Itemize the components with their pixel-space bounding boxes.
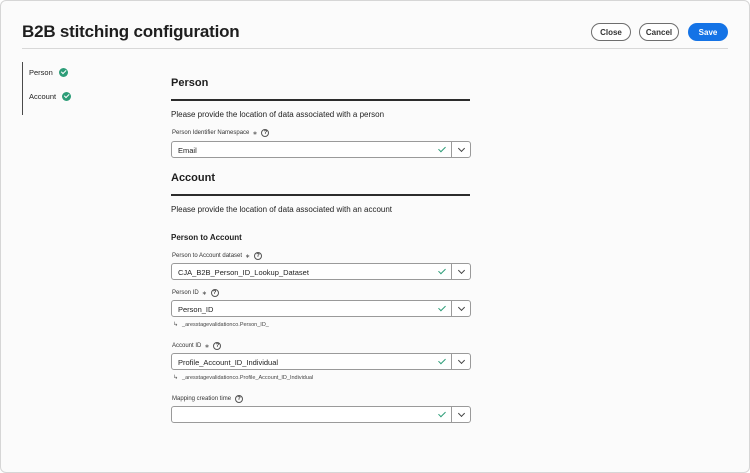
check-circle-icon (62, 92, 71, 101)
main-panel (171, 0, 471, 473)
chevron-down-icon[interactable] (458, 267, 465, 274)
chevron-down-icon[interactable] (458, 304, 465, 311)
label-text: Mapping creation time (172, 396, 232, 402)
hint-text: _aresstagevalidationco.Person_ID_ (182, 321, 269, 328)
required-icon: ∗ (252, 130, 258, 137)
save-button[interactable]: Save (688, 23, 728, 41)
close-button[interactable]: Close (591, 23, 631, 41)
account-id-label (172, 342, 221, 350)
required-icon: ∗ (204, 343, 210, 350)
account-description: Please provide the location of data associated with an account (171, 205, 393, 214)
required-icon: ∗ (245, 253, 251, 260)
person-description: Please provide the location of data associated with a person (171, 110, 385, 119)
nav-item-label: Person (29, 67, 53, 77)
step-nav (22, 62, 122, 115)
hint-text: _aresstagevalidationco.Profile_Account_ID_Individual (182, 374, 314, 381)
label-text: Account ID (172, 343, 202, 349)
account-section-title: Account (171, 172, 215, 184)
checkmark-icon (437, 304, 446, 313)
checkmark-icon (437, 410, 446, 419)
nav-item-label: Account (29, 91, 57, 101)
dataset-label (172, 252, 262, 260)
help-icon[interactable]: ? (235, 395, 243, 403)
nav-item-person[interactable] (29, 65, 68, 79)
help-icon[interactable]: ? (213, 342, 221, 350)
dataset-select[interactable] (171, 263, 471, 280)
select-divider (451, 301, 452, 316)
select-value: Profile_Account_ID_Individual (178, 358, 279, 367)
help-icon[interactable]: ? (211, 289, 219, 297)
select-divider (451, 354, 452, 369)
mapping-time-select[interactable] (171, 406, 471, 423)
person-id-path-hint (173, 321, 269, 328)
return-arrow-icon: ↳ (173, 322, 179, 328)
account-id-path-hint (173, 374, 313, 381)
page-title: B2B stitching configuration (22, 22, 240, 41)
person-section-title: Person (171, 77, 209, 89)
label-text: Person to Account dataset (172, 253, 243, 259)
person-identifier-select[interactable] (171, 141, 471, 158)
return-arrow-icon: ↳ (173, 375, 179, 381)
select-divider (451, 142, 452, 157)
chevron-down-icon[interactable] (458, 357, 465, 364)
checkmark-icon (437, 267, 446, 276)
section-divider (171, 194, 470, 196)
label-text: Person ID (172, 290, 199, 296)
help-icon[interactable]: ? (254, 252, 262, 260)
checkmark-icon (437, 145, 446, 154)
select-value: CJA_B2B_Person_ID_Lookup_Dataset (178, 268, 309, 277)
person-id-select[interactable] (171, 300, 471, 317)
cancel-button[interactable]: Cancel (639, 23, 679, 41)
required-icon: ∗ (201, 290, 207, 297)
check-circle-icon (59, 68, 68, 77)
select-value: Person_ID (178, 305, 214, 314)
checkmark-icon (437, 357, 446, 366)
person-to-account-heading: Person to Account (171, 233, 242, 242)
select-divider (451, 407, 452, 422)
help-icon[interactable]: ? (261, 129, 269, 137)
person-id-label (172, 289, 219, 297)
account-id-select[interactable] (171, 353, 471, 370)
person-identifier-label (172, 129, 269, 137)
mapping-time-label (172, 395, 243, 403)
label-text: Person Identifier Namespace (172, 130, 250, 136)
chevron-down-icon[interactable] (458, 145, 465, 152)
section-divider (171, 99, 470, 101)
select-value: Email (178, 146, 197, 155)
nav-item-account[interactable] (29, 89, 71, 103)
select-divider (451, 264, 452, 279)
chevron-down-icon[interactable] (458, 410, 465, 417)
